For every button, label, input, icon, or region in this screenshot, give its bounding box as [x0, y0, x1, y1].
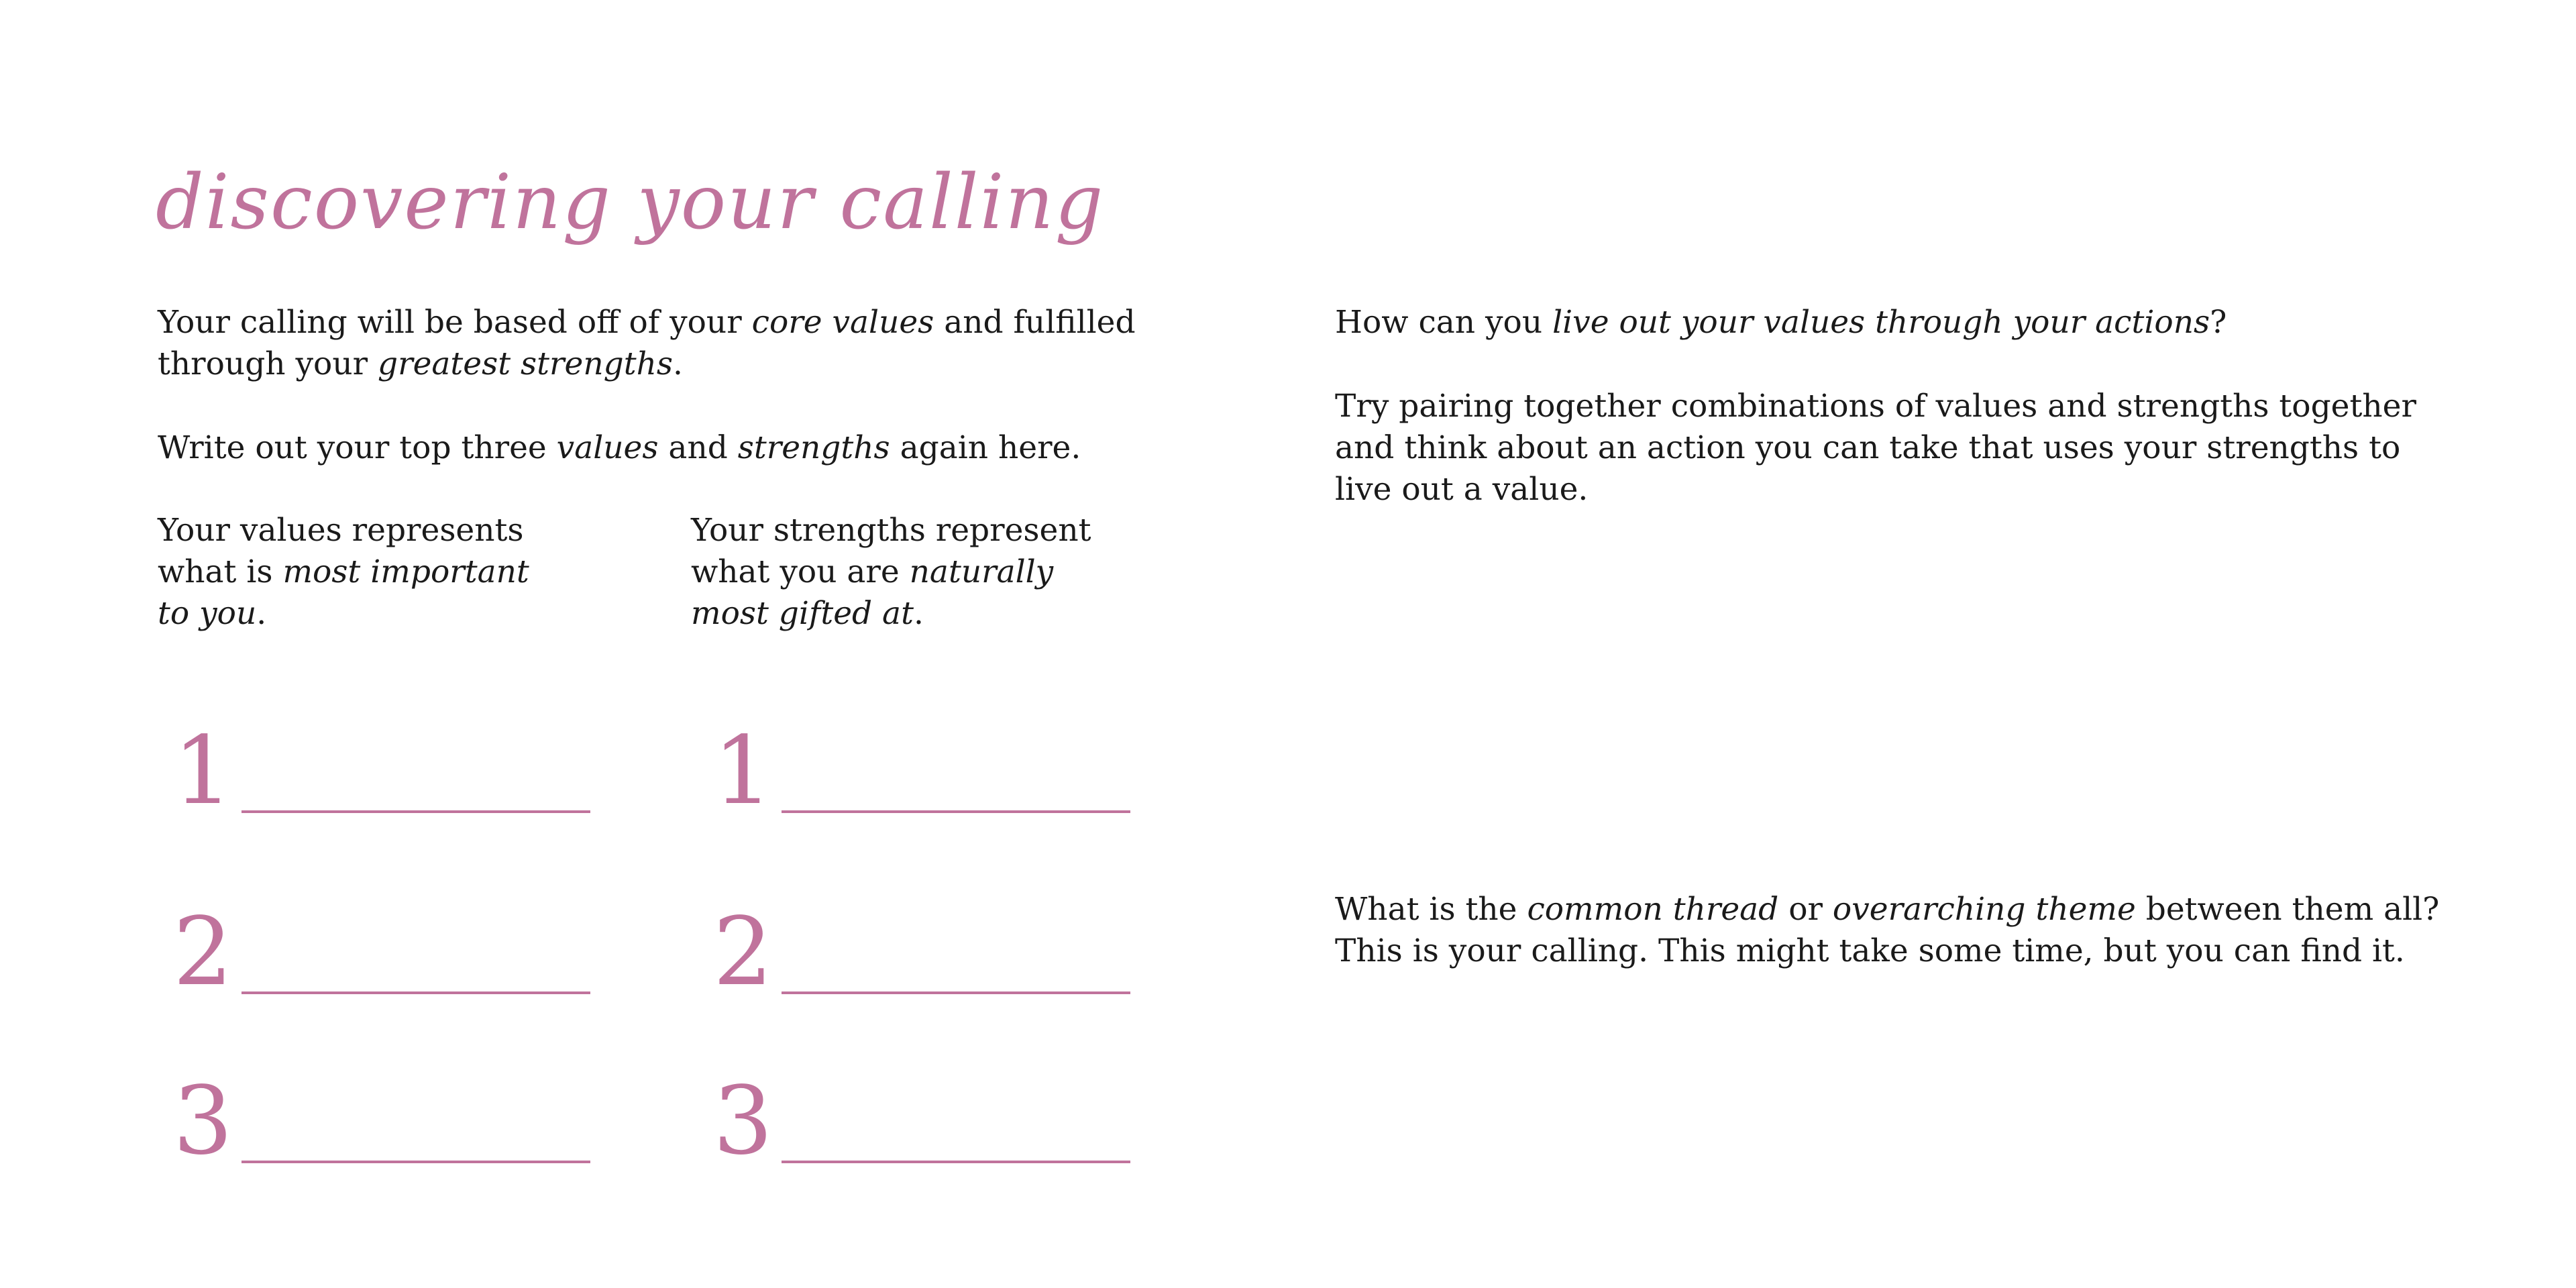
pairing-instruction: Try pairing together combinations of values and strengths together and think about an action you can take that uses your strengths to live out a value.	[1335, 388, 2416, 508]
instruction-text: Write out your top three	[158, 429, 557, 466]
values-blank-number: 2	[172, 898, 233, 1007]
question-emphasis-common-thread: common thread	[1527, 891, 1779, 928]
instruction-emphasis-strengths: strengths	[737, 429, 890, 466]
question-common-thread	[1335, 889, 2442, 972]
strengths-description-text: Your strengths represent what you are	[691, 512, 1091, 590]
strengths-blank-number: 2	[712, 898, 773, 1007]
values-description-text: .	[256, 595, 267, 632]
instruction-paragraph	[158, 427, 1157, 469]
strengths-blank-number: 1	[712, 716, 773, 826]
values-description	[158, 510, 560, 635]
question-text: How can you	[1335, 304, 1553, 341]
values-blank-rule	[241, 991, 590, 994]
question-emphasis-overarching-theme: overarching theme	[1832, 891, 2136, 928]
instruction-text: again here.	[890, 429, 1081, 466]
question-text: ?	[2210, 304, 2227, 341]
page-title: discovering your calling	[156, 159, 1105, 246]
strengths-description-emphasis: naturally most gifted at	[691, 553, 1054, 632]
values-blank-number: 1	[172, 716, 233, 826]
values-description-text: Your values represents what is	[158, 512, 524, 590]
question-text: What is the	[1335, 891, 1527, 928]
intro-text: and fulfilled through your	[158, 304, 1136, 382]
intro-text: .	[672, 345, 683, 382]
strengths-blank-rule	[782, 810, 1130, 813]
strengths-description	[691, 510, 1093, 635]
question-live-out-values	[1335, 302, 2442, 343]
question-text: between them all? This is your calling. This might take some time, but you can find it.	[1335, 891, 2440, 969]
values-blank-1[interactable]	[164, 716, 590, 826]
strengths-blank-number: 3	[712, 1067, 773, 1176]
strengths-description-text: .	[913, 595, 924, 632]
strengths-blank-rule	[782, 991, 1130, 994]
values-blank-rule	[241, 810, 590, 813]
intro-text: Your calling will be based off of your	[158, 304, 752, 341]
strengths-blank-rule	[782, 1161, 1130, 1163]
strengths-blank-2[interactable]	[704, 898, 1130, 1007]
values-blank-3[interactable]	[164, 1067, 590, 1176]
strengths-blank-1[interactable]	[704, 716, 1130, 826]
values-blank-number: 3	[172, 1067, 233, 1176]
intro-paragraph	[158, 302, 1157, 385]
intro-emphasis-core-values: core values	[751, 304, 934, 341]
values-blank-2[interactable]	[164, 898, 590, 1007]
question-emphasis: live out your values through your actions	[1552, 304, 2210, 341]
intro-emphasis-greatest-strengths: greatest strengths	[378, 345, 673, 382]
values-blank-rule	[241, 1161, 590, 1163]
instruction-emphasis-values: values	[556, 429, 659, 466]
instruction-text: and	[658, 429, 738, 466]
strengths-blank-3[interactable]	[704, 1067, 1130, 1176]
values-description-emphasis: most important to you	[158, 553, 529, 632]
question-text: or	[1778, 891, 1833, 928]
